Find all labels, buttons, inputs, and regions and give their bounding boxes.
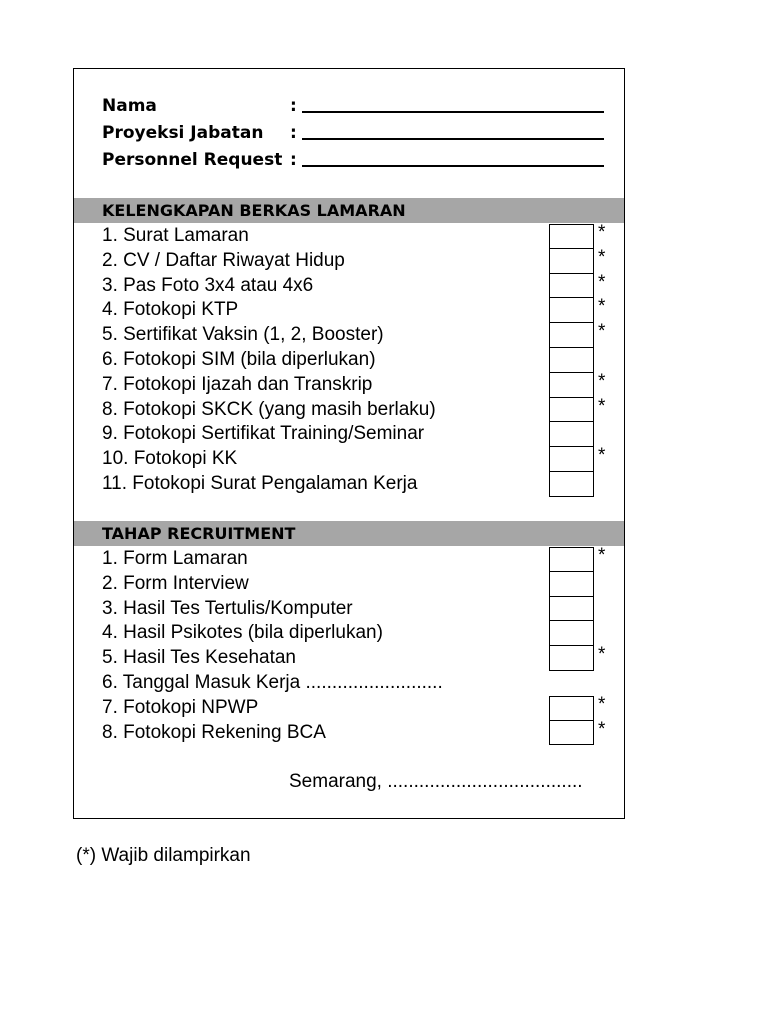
item-label: 9. Fotokopi Sertifikat Training/Seminar — [102, 423, 425, 445]
item-label: 11. Fotokopi Surat Pengalaman Kerja — [102, 472, 418, 494]
item-label: 1. Surat Lamaran — [102, 225, 249, 246]
item-checkbox[interactable] — [549, 224, 594, 249]
section-header-kelengkapan: KELENGKAPAN BERKAS LAMARAN — [74, 198, 624, 223]
list-item — [102, 646, 622, 671]
list-item — [102, 621, 622, 646]
required-asterisk: * — [598, 718, 606, 740]
list-item — [102, 718, 622, 746]
item-checkbox[interactable] — [549, 298, 594, 323]
item-label: 5. Hasil Tes Kesehatan — [102, 647, 296, 669]
item-label: 3. Hasil Tes Tertulis/Komputer — [102, 597, 353, 619]
list-item — [102, 395, 622, 423]
item-label: 6. Fotokopi SIM (bila diperlukan) — [102, 348, 376, 370]
item-checkbox[interactable] — [549, 447, 594, 472]
required-asterisk: * — [598, 445, 606, 467]
item-checkbox[interactable] — [549, 348, 594, 373]
required-asterisk: * — [598, 222, 606, 243]
required-asterisk: * — [598, 370, 606, 392]
item-label: 8. Fotokopi Rekening BCA — [102, 721, 326, 743]
list-item — [102, 472, 622, 497]
item-checkbox[interactable] — [549, 646, 594, 671]
item-checkbox[interactable] — [549, 597, 594, 622]
item-checkbox[interactable] — [549, 323, 594, 348]
item-label: 4. Fotokopi KTP — [102, 299, 239, 321]
list-item — [102, 323, 622, 348]
required-asterisk: * — [598, 545, 606, 566]
item-label: 10. Fotokopi KK — [102, 448, 238, 470]
list-item — [102, 224, 622, 249]
item-checkbox[interactable] — [549, 373, 594, 398]
item-label: 7. Fotokopi Ijazah dan Transkrip — [102, 373, 373, 395]
item-label: 7. Fotokopi NPWP — [102, 696, 259, 718]
item-checkbox[interactable] — [549, 472, 594, 497]
item-checkbox[interactable] — [549, 572, 594, 597]
list-item — [102, 422, 622, 447]
required-asterisk: * — [598, 644, 606, 666]
list-item — [102, 370, 622, 398]
item-checkbox[interactable] — [549, 696, 594, 721]
personnel-request-input-line[interactable] — [302, 165, 604, 167]
field-label: Proyeksi Jabatan — [102, 123, 264, 143]
item-checkbox[interactable] — [549, 274, 594, 299]
list-item — [102, 547, 622, 572]
item-label: 4. Hasil Psikotes (bila diperlukan) — [102, 622, 383, 644]
list-item — [102, 298, 622, 323]
list-item — [102, 271, 622, 299]
required-asterisk: * — [598, 395, 606, 417]
list-item — [102, 597, 622, 622]
required-asterisk: * — [598, 246, 606, 268]
required-asterisk: * — [598, 693, 606, 715]
required-asterisk: * — [598, 271, 606, 293]
required-asterisk: * — [598, 321, 606, 343]
list-item — [102, 693, 622, 721]
field-colon: : — [290, 123, 297, 143]
item-label: 5. Sertifikat Vaksin (1, 2, Booster) — [102, 324, 384, 346]
list-item — [102, 348, 622, 373]
item-label: 3. Pas Foto 3x4 atau 4x6 — [102, 274, 314, 296]
application-checklist-form — [73, 68, 625, 819]
footnote-required: (*) Wajib dilampirkan — [76, 845, 251, 866]
list-item — [102, 572, 622, 597]
required-asterisk: * — [598, 296, 606, 318]
item-label: 6. Tanggal Masuk Kerja .......................... — [102, 671, 443, 693]
item-label: 8. Fotokopi SKCK (yang masih berlaku) — [102, 398, 436, 420]
item-checkbox[interactable] — [549, 422, 594, 447]
list-item — [102, 447, 622, 472]
kelengkapan-list — [102, 224, 622, 497]
item-label: 2. Form Interview — [102, 572, 249, 594]
item-checkbox[interactable] — [549, 398, 594, 423]
field-colon: : — [290, 150, 297, 170]
section-header-tahap-recruitment: TAHAP RECRUITMENT — [74, 521, 624, 546]
field-label: Nama — [102, 96, 157, 116]
item-label: 2. CV / Daftar Riwayat Hidup — [102, 249, 345, 271]
field-label: Personnel Request — [102, 150, 283, 170]
tahap-recruitment-list — [102, 547, 622, 745]
field-colon: : — [290, 96, 297, 116]
proyeksi-jabatan-input-line[interactable] — [302, 138, 604, 140]
list-item — [102, 671, 622, 696]
list-item — [102, 246, 622, 274]
closing-place-date: Semarang, ..................................... — [289, 771, 583, 792]
item-checkbox[interactable] — [549, 547, 594, 572]
item-checkbox[interactable] — [549, 621, 594, 646]
item-checkbox[interactable] — [549, 721, 594, 746]
item-label: 1. Form Lamaran — [102, 548, 248, 569]
nama-input-line[interactable] — [302, 111, 604, 113]
item-checkbox[interactable] — [549, 249, 594, 274]
